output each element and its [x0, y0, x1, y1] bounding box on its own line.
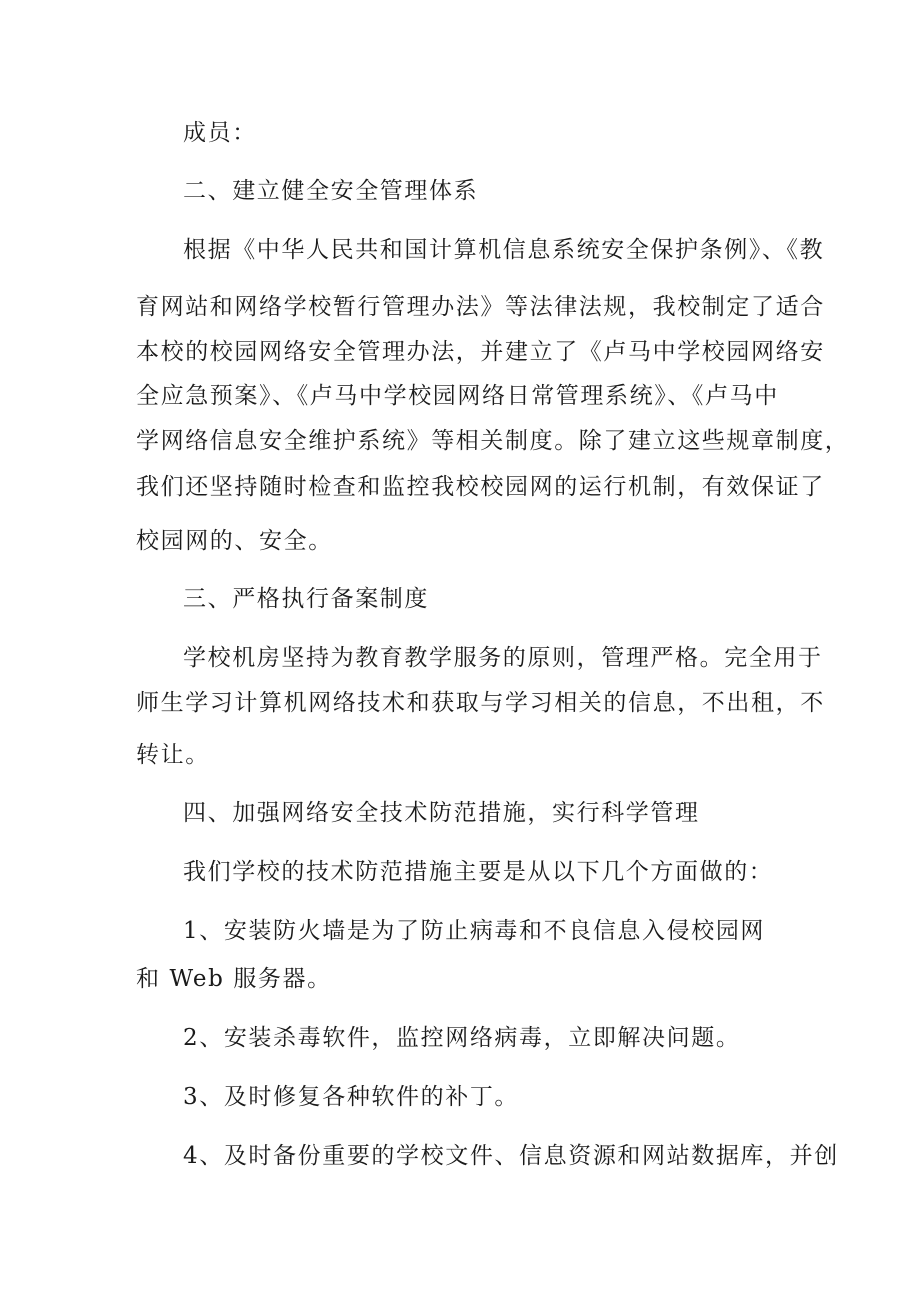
paragraph-line: 师生学习计算机网络技术和获取与学习相关的信息，不出租，不 — [136, 690, 825, 716]
list-item-2: 2、安装杀毒软件，监控网络病毒，立即解决问题。 — [183, 1025, 741, 1051]
list-item-4: 4、及时备份重要的学校文件、信息资源和网站数据库，并创 — [183, 1143, 839, 1169]
paragraph-line: 转让。 — [136, 742, 210, 768]
text-line-members: 成员： — [183, 120, 257, 146]
paragraph-line: 我们还坚持随时检查和监控我校校园网的运行机制，有效保证了 — [136, 474, 825, 500]
paragraph-line: 育网站和网络学校暂行管理办法》等法律法规，我校制定了适合 — [136, 294, 825, 320]
list-item-1: 1、安装防火墙是为了防止病毒和不良信息入侵校园网 — [183, 918, 766, 944]
paragraph-line: 学校机房坚持为教育教学服务的原则，管理严格。完全用于 — [183, 645, 823, 671]
paragraph-line: 本校的校园网络安全管理办法，并建立了《卢马中学校园网络安 — [136, 339, 825, 365]
list-item-1-continued: 和 Web 服务器。 — [136, 966, 332, 992]
paragraph-line: 全应急预案》、《卢马中学校园网络日常管理系统》、《卢马中 — [136, 383, 779, 409]
list-item-3: 3、及时修复各种软件的补丁。 — [183, 1084, 520, 1110]
paragraph-line: 校园网的、安全。 — [136, 528, 333, 554]
paragraph-line: 根据《中华人民共和国计算机信息系统安全保护条例》、《教 — [183, 237, 825, 263]
section-heading-3: 三、严格执行备案制度 — [183, 586, 429, 612]
section-heading-4: 四、加强网络安全技术防范措施，实行科学管理 — [183, 800, 700, 826]
section-heading-2: 二、建立健全安全管理体系 — [183, 178, 479, 204]
paragraph-line: 我们学校的技术防范措施主要是从以下几个方面做的： — [183, 859, 774, 885]
paragraph-line: 学网络信息安全维护系统》等相关制度。除了建立这些规章制度， — [136, 428, 850, 454]
